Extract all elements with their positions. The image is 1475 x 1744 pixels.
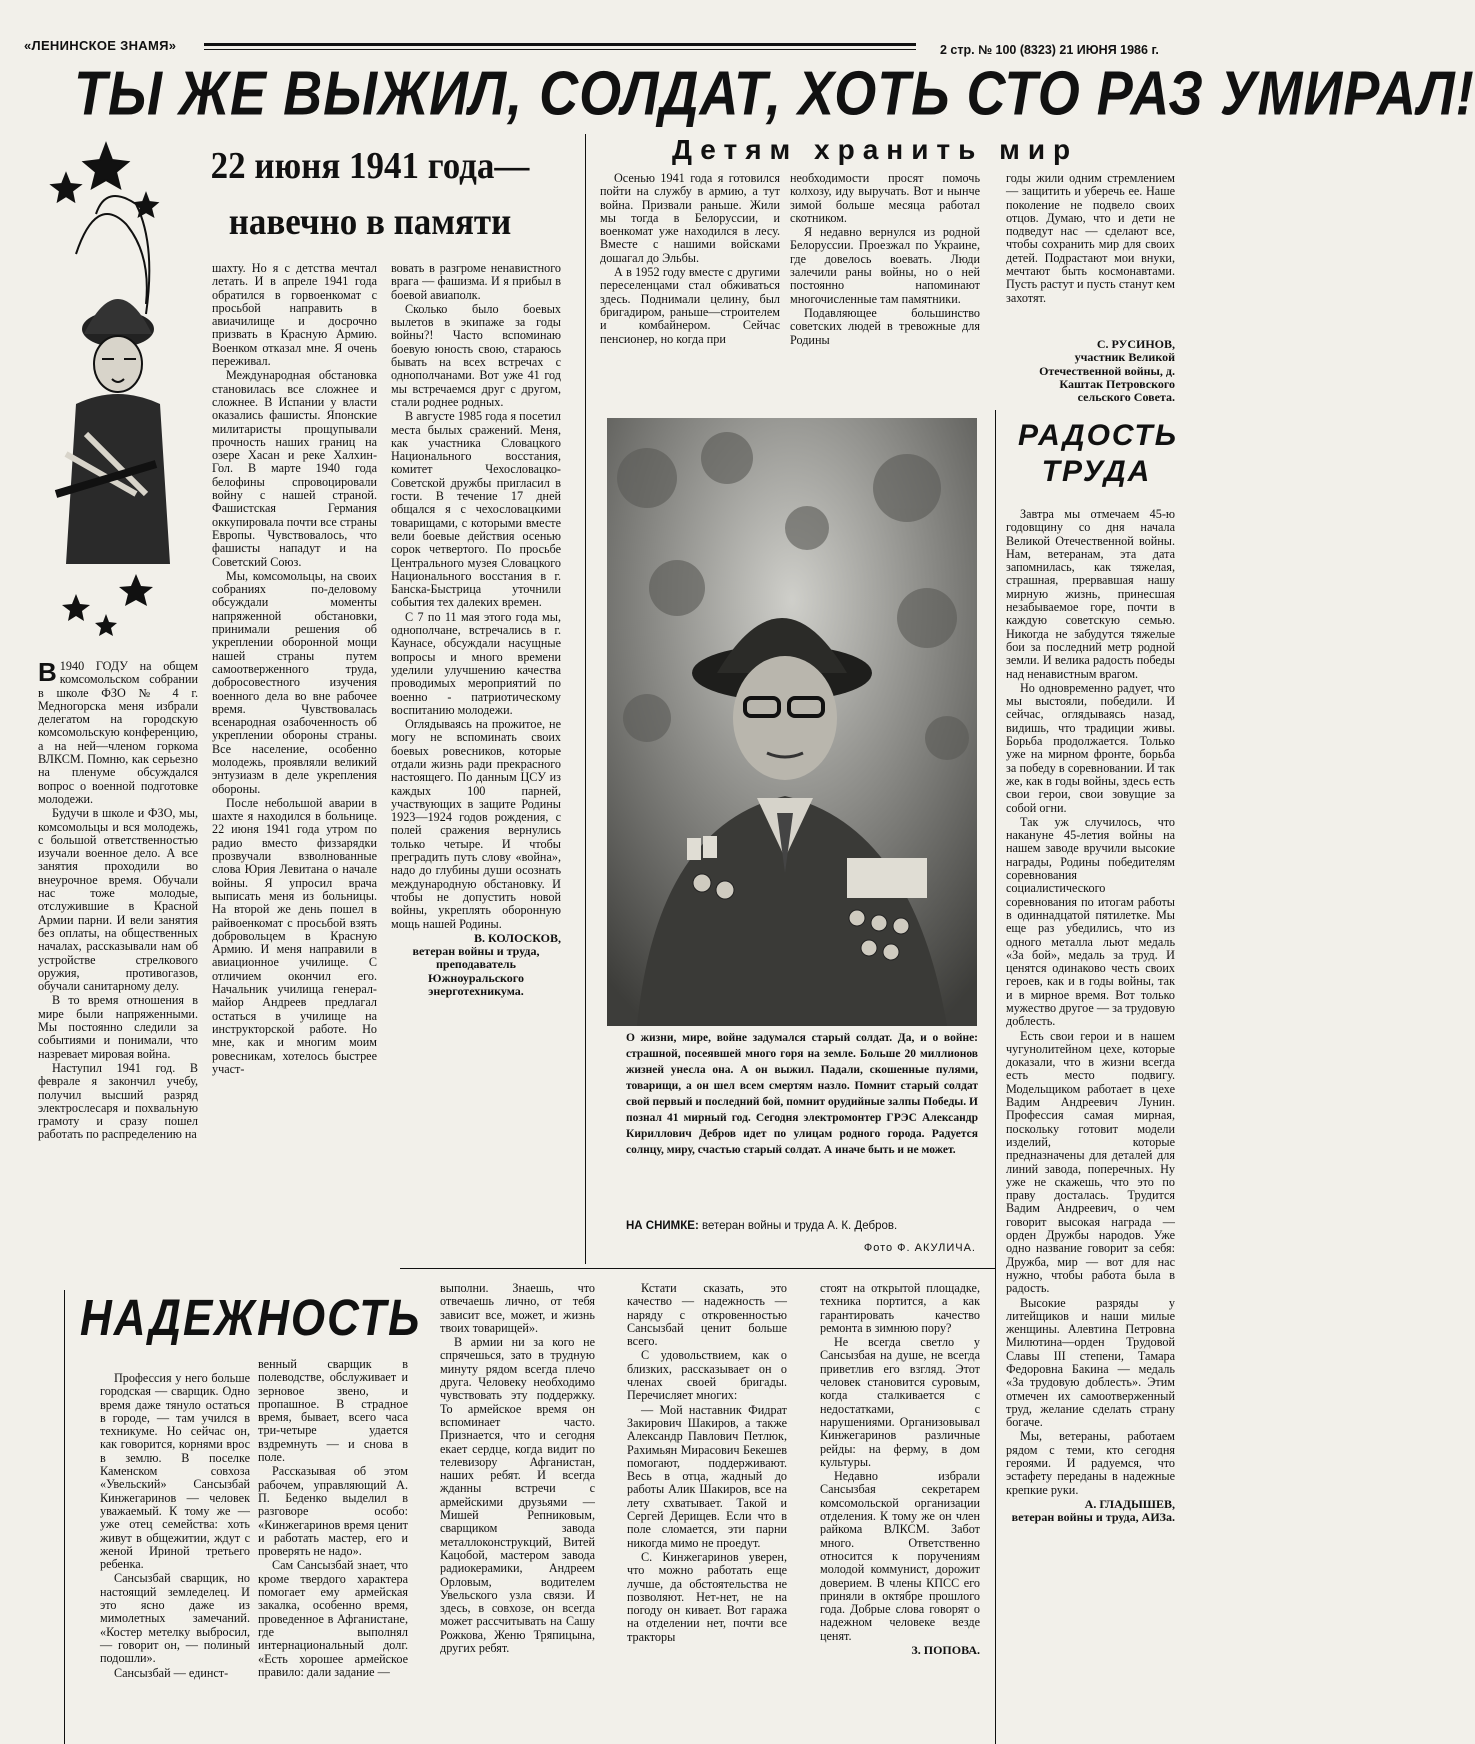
article-children-column-1 [600, 172, 780, 410]
paragraph: вовать в разгроме ненавистного врага — фашизма. И я прибыл в боевой авиаполк. [391, 261, 561, 302]
article-joy-title [1018, 418, 1178, 490]
article-joy-title-line1: РАДОСТЬ [1018, 419, 1178, 452]
photo-credit: Фото Ф. АКУЛИЧА. [863, 1242, 976, 1254]
newspaper-name: «ЛЕНИНСКОЕ ЗНАМЯ» [24, 38, 177, 53]
article-reliability-column-2 [258, 1358, 408, 1744]
article-reliability-column-4 [627, 1282, 787, 1744]
paragraph: Есть свои герои и в нашем чугунолитейном цехе, которые доказали, что в жизни всегда есть место подвигу. Модельщиком работает в цехе Вадим Андреевич Лунин. Профессия самая мирная, поскольку готовит модели изделий, которые предназначены для деталей для линий завода, поперечных. Ну уже не скажешь, что это по праву досталась. Трудится Вадим Андреевич, о чем говорит высокая награда — орден Дружбы народов. Уже одно название говорит за себя: Дружба, мир — вот для нас нужно, чтобы работа была в радость. [1006, 1028, 1175, 1296]
paragraph: А в 1952 году вместе с другими переселенцами стал обживаться здесь. Поднимали целину, был бригадиром, раньше—строителем и комбайнером. Сейчас пенсионер, но когда при [600, 265, 780, 346]
article-june-title [204, 138, 535, 250]
paragraph: стоят на открытой площадке, техника портится, а как гарантировать качество ремонта в зимнюю пору? [820, 1281, 980, 1335]
paragraph: — Мой наставник Фидрат Закирович Шакиров, а также Александр Павлович Петлюк, Рахимьян Мирасович Бекешев помогают, поддерживают. Весь в отца, жадный до работы Алик Шакиров, все на лету схватывает. Такой и Сергей Дерищев. Если что в поле сломается, эти парни никогда мимо не проедут. [627, 1402, 787, 1550]
paragraph: После небольшой аварии в шахте я находился в больнице. 22 июня 1941 года утром по радио вместо физзарядки прозвучали взволнованные слова Юрия Левитана о начале войны. Я упросил врача выписать меня из больницы. На второй же день пошел в райвоенкомат с просьбой взять добровольцем в Красную Армию. И меня направили в авиационное училище. С отличием окончил его. Начальник училища генерал-майор Андреев предлагал остаться в училище на инструкторской работе. Но мне, как и многим моим ровесникам, хотелось быстрее участ- [212, 795, 377, 1076]
paragraph: С. Кинжегаринов уверен, что можно работать еще лучше, да обстоятельства не позволяют. Нет-нет, не на погоду он кивает. Вот гаража на отделении нет, почти все тракторы [627, 1549, 787, 1644]
paragraph: 1940 ГОДУ на общем комсомольском собрании в школе ФЗО № 4 г. Медногорска меня избрали делегатом на городскую комсомольскую конференцию, а на ней—членом горкома ВЛКСМ. Помню, как серьезно на пленуме обсуждался вопрос о военной подготовке молодежи. [38, 659, 198, 806]
page-headline: ТЫ ЖЕ ВЫЖИЛ, СОЛДАТ, ХОТЬ СТО РАЗ УМИРАЛ! [74, 59, 1475, 129]
article-children-signature [1006, 338, 1175, 414]
paragraph: годы жили одним стремлением — защитить и уберечь ее. Наше поколение не подвело своих отцов. Думаю, что и дети не подведут нас — сделают все, чтобы сохранить мир для своих детей. Подрастают мои внуки, мечтают быть космонавтами. Пусть растут и пусть станут кем захотят. [1006, 171, 1175, 305]
issue-line: 2 стр. № 100 (8323) 21 ИЮНЯ 1986 г. [940, 43, 1159, 57]
article-reliability-column-1 [100, 1372, 250, 1744]
paragraph: Мы, ветераны, работаем рядом с теми, кто сегодня героями. И радуемся, что эстафету переданы в надежные крепкие руки. [1006, 1429, 1175, 1497]
article-reliability-column-3 [440, 1282, 595, 1744]
paragraph: Сансызбай — единст- [114, 1665, 229, 1680]
signature-role: участник Великой Отечественной войны, д. Каштак Петровского сельского Совета. [1039, 350, 1175, 405]
paragraph: Высокие разряды у литейщиков и наши милые женщины. Алевтина Петровна Милютина—орден Трудовой Славы III степени, Тамара Федоровна Бакина — медаль «За трудовую доблесть». Этим отмечен их самоотверженный труд, желание сделать страну богаче. [1006, 1295, 1175, 1430]
paragraph: Я недавно вернулся из родной Белоруссии. Проезжал по Украине, где довелось воевать. Люди залечили раны войны, но о ней постоянно напоминают многочисленные там памятники. [790, 225, 980, 306]
paragraph: Будучи в школе и ФЗО, мы, комсомольцы и вся молодежь, с большой ответственностью изучали военное дело. А все занятия проходили во внеурочное время. Обучали нас тоже молодые, отслужившие в Красной Армии парни. И вели занятия без оплаты, на общественных началах, рассказывали нам об устройстве стрелкового оружия, противогазов, обучали санитарному делу. [38, 806, 198, 994]
paragraph: Международная обстановка становилась все сложнее и сложнее. В Испании у власти оказались фашисты. Японские милитаристы прощупывали прочность наших границ на озере Хасан и реке Халхин-Гол. В марте 1940 года белофины спровоцировали войну с нашей страной. Фашистская Германия оккупировала почти все страны Европы. Чувствовалось, что фашисты нападут и на Советский Союз. [212, 368, 377, 569]
article-joy-column [1006, 508, 1175, 1744]
paragraph: Оглядываясь на прожитое, не могу не вспоминать своих боевых ровесников, которые отдали жизнь ради прекрасного настоящего. По данным ЦСУ из каждых 100 парней, участвующих в защите Родины 1923—1924 годов рождения, с полей сражения вернулись только четыре. И чтобы преградить путь слову «война», надо до глубины души осознать международную обстановку. И чтобы не допустить новой войны, укреплять оборонную мощь нашей Родины. [391, 717, 561, 931]
paragraph: Сколько было боевых вылетов в экипаже за годы войны?! Часто вспоминаю боевую юность свою, стараюсь бывать на всех встречах с однополчанами. Вот уже 41 год мы встречаемся друг с другом, стали роднее родных. [391, 301, 561, 409]
photo-note [626, 1220, 978, 1232]
paragraph: Завтра мы отмечаем 45-ю годовщину со дня начала Великой Отечественной войны. Нам, ветеранам, эта дата запомнилась, как тяжелая, страшная, прервавшая нашу мирную жизнь, принесшая незабываемое горе, почти в каждую советскую семью. Никогда не забудутся тяжелые бои за последний метр родной земли. И велика радость победы над ненавистным врагом. [1006, 507, 1175, 681]
article-children-column-2 [790, 172, 980, 410]
article-june-column-1 [38, 657, 198, 1260]
paragraph: В августе 1985 года я посетил места былых сражений. Меня, как участника Словацкого Национального восстания, комитет Чехословацко-Советской дружбы пригласил в гости. В течение 17 дней общался я с чехословацкими товарищами, с которыми вместе вели боевые действия осенью сорок четвертого. По просьбе Центрального музея Словацкого Национального восстания в г. Банска-Быстрица уточнили события тех далеких времен. [391, 409, 561, 610]
photo-caption: О жизни, мире, войне задумался старый солдат. Да, и о войне: страшной, посеявшей много горя на земле. Больше 20 миллионов жизней унесла она. А он выжил. Падали, скошенные пулями, товарищи, а он шел всем смертям назло. Помнит старый солдат свой первый и последний бой, помнит орудийные залпы Победы. И познал 41 мирный год. Сегодня электромонтер ГРЭС Александр Кириллович Дебров идет по улицам родного города. Радуется солнцу, миру, счастью старый солдат. А иначе быть и не может. [626, 1032, 978, 1156]
paragraph: Осенью 1941 года я готовился пойти на службу в армию, а тут война. Призвали раньше. Жили мы тогда в Белоруссии, и военкомат уже находился в лесу. Вместе с нашими войсками дошагал до Эльбы. [600, 171, 780, 265]
article-june-column-3 [391, 262, 561, 1260]
paragraph: Мы, комсомольцы, на своих собраниях по-деловому обсуждали моменты напряженной обстановки, принимали решения об укреплении оборонной мощи нашей страны путем самоотверженного труда, добросовестного изучения военного дела во вне рабочее время. Чувствовалась всенародная озабоченность об укреплении обороны страны. Все население, особенно молодежь, проявляли великий энтузиазм в деле укрепления обороны. [212, 568, 377, 796]
paragraph: В то время отношения в мире были напряженными. Мы постоянно следили за событиями и понимали, что назревает мировая война. [38, 993, 198, 1061]
signature-role: ветеран войны и труда, АИЗа. [1011, 1510, 1175, 1525]
paragraph: необходимости просят помочь колхозу, иду выручать. Вот и нынче зимой больше месяца работал скотником. [790, 171, 980, 225]
column-divider [995, 410, 996, 1744]
article-children-title: Детям хранить мир [672, 134, 1079, 165]
article-reliability-title: НАДЕЖНОСТЬ [80, 1290, 422, 1347]
soldier-illustration [46, 134, 176, 644]
article-june-title-line2: навечно в памяти [228, 201, 512, 243]
article-june-column-2 [212, 262, 377, 1260]
paragraph: Кстати сказать, это качество — надежность — наряду с откровенностью Сансызбай ценит больше всего. [627, 1281, 787, 1349]
paragraph: выполни. Знаешь, что отвечаешь лично, от тебя зависит все, может, и жизнь твоих товарищей». [440, 1281, 595, 1335]
signature-role: ветеран войны и труда, преподаватель Южноуральского энерготехникума. [412, 944, 540, 999]
paragraph: Подавляющее большинство советских людей в тревожные для Родины [790, 305, 980, 347]
signature-name: В. КОЛОСКОВ, [474, 930, 561, 945]
paragraph: Так уж случилось, что накануне 45-летия войны на нашем заводе вручили высокие награды, Родины победителям соревнования социалистического соревнования по итогам работы в одиннадцатой пятилетке. Мы еще раз убедились, что из одного металла льют медаль «За бой», медаль за труд. И ценятся одинаково честь своих героев, как и в годы войны, так и в мирное время. Вот только мужество другое — за трудовую доблесть. [1006, 814, 1175, 1029]
paragraph: Рассказывая об этом рабочем, управляющий А. П. Беденко выделил в разговоре особо: «Кинжегаринов время ценит и работать мастер, его и проверять не надо». [258, 1464, 408, 1559]
paragraph: Не всегда светло у Сансызбая на душе, не всегда приветлив его взгляд. Этот человек становится суровым, когда сталкивается с недостатками, с нарушениями. Организовывал Кинжегаринов различные рейды: на ферму, в дом культуры. [820, 1335, 980, 1469]
article-joy-title-line2: ТРУДА [1041, 455, 1152, 488]
photo-note-label: НА СНИМКЕ: [626, 1220, 699, 1232]
section-divider [400, 1268, 995, 1269]
paragraph: Недавно избрали Сансызбая секретарем комсомольской организации отделения. К тому же он член райкома ВЛКСМ. Забот много. Ответственно относится к поручениям молодой коммунист, дорожит доверием. В члены КПСС его приняли в октябре прошлого года. Добрые слова говорят о надежном человеке везде ценят. [820, 1469, 980, 1643]
paragraph: Сам Сансызбай знает, что кроме твердого характера помогает ему армейская закалка, особенно время, проведенное в Афганистане, где выполнял интернациональный долг. «Есть хорошее армейское правило: дали задание — [258, 1558, 408, 1679]
paragraph: В армии ни за кого не спрячешься, зато в трудную минуту рядом всегда плечо друга. Человеку необходимо чувствовать эту поддержку. То армейское время он вспоминает часто. Признается, что и сегодня екает сердце, когда видит по телевизору Афганистан, наших ребят. И всегда жданны встречи с армейскими друзьями — Мишей Репниковым, сварщиком завода металлоконструкций, Витей Кацобой, мастером завода радиокерамики, Андреем Орловым, водителем Увельского узла связи. И здесь, в совхозе, он всегда может рассчитывать на Сашу Рожкова, Женю Тряпицына, других ребят. [440, 1335, 595, 1656]
paragraph: шахту. Но я с детства мечтал летать. И в апреле 1941 года обратился в горвоенкомат с просьбой направить в авиачилище и досрочно призвать в Красную Армию. Военком отказал мне. Я очень переживал. [212, 261, 377, 369]
paragraph: Но одновременно радует, что мы выстояли, победили. И сейчас, оглядываясь назад, видишь, что традиции живы. Борьба продолжается. Только уже на мирном фронте, борьба за победу в соревновании. И так же, как в годы войны, здесь есть свои герои, свои зовущие за собой огни. [1006, 680, 1175, 815]
paragraph: С 7 по 11 мая этого года мы, однополчане, встречались в г. Каунасе, обсуждали насущные вопросы и много времени уделили улучшению качества проводимых мероприятий по военно - патриотическому воспитанию молодежи. [391, 609, 561, 717]
column-divider [585, 134, 586, 1264]
paragraph: Профессия у него больше городская — сварщик. Одно время даже тянуло остаться в городе, — там учился в техникуме. Но сейчас он, как говорится, корнями врос в землю. В поселке Каменском совхоза «Увельский» Сансызбай Кинжегаринов — человек уважаемый. К тому же — уже отец семейства: хоть живут в общежитии, ждут с женой Ириной третьего ребенка. [100, 1371, 250, 1572]
article-reliability-column-5 [820, 1282, 980, 1744]
dropcap: В [38, 657, 57, 687]
article-children-column-3 [1006, 172, 1175, 332]
signature-name: С. РУСИНОВ, [1096, 337, 1175, 351]
signature-name: А. ГЛАДЫШЕВ, [1084, 1496, 1175, 1511]
photo-note-text: ветеран войны и труда А. К. Дебров. [701, 1220, 898, 1232]
paragraph: Сансызбай сварщик, но настоящий земледелец. И это ясно даже из мимолетных замечаний. «Костер метелку выбросил, — говорит он, — полиный подошли». [100, 1571, 250, 1666]
masthead-rule [204, 43, 916, 50]
veteran-photo [607, 418, 977, 1026]
signature-name: З. ПОПОВА. [911, 1643, 980, 1658]
paragraph: С удовольствием, как о близких, рассказывает он о членах своей бригады. Перечисляет многих: [627, 1348, 787, 1403]
paragraph: венный сварщик в полеводстве, обслуживает и зерновое звено, и пропашное. В страдное время, бывает, всего часа три-четыре удается вздремнуть — и снова в поле. [258, 1357, 408, 1465]
column-divider [64, 1290, 65, 1744]
paragraph: Наступил 1941 год. В феврале я закончил учебу, получил высший разряд электрослесаря и похвальную грамоту и сразу пошел работать по распределению на [38, 1060, 198, 1142]
article-june-title-line1: 22 июня 1941 года— [210, 145, 530, 187]
